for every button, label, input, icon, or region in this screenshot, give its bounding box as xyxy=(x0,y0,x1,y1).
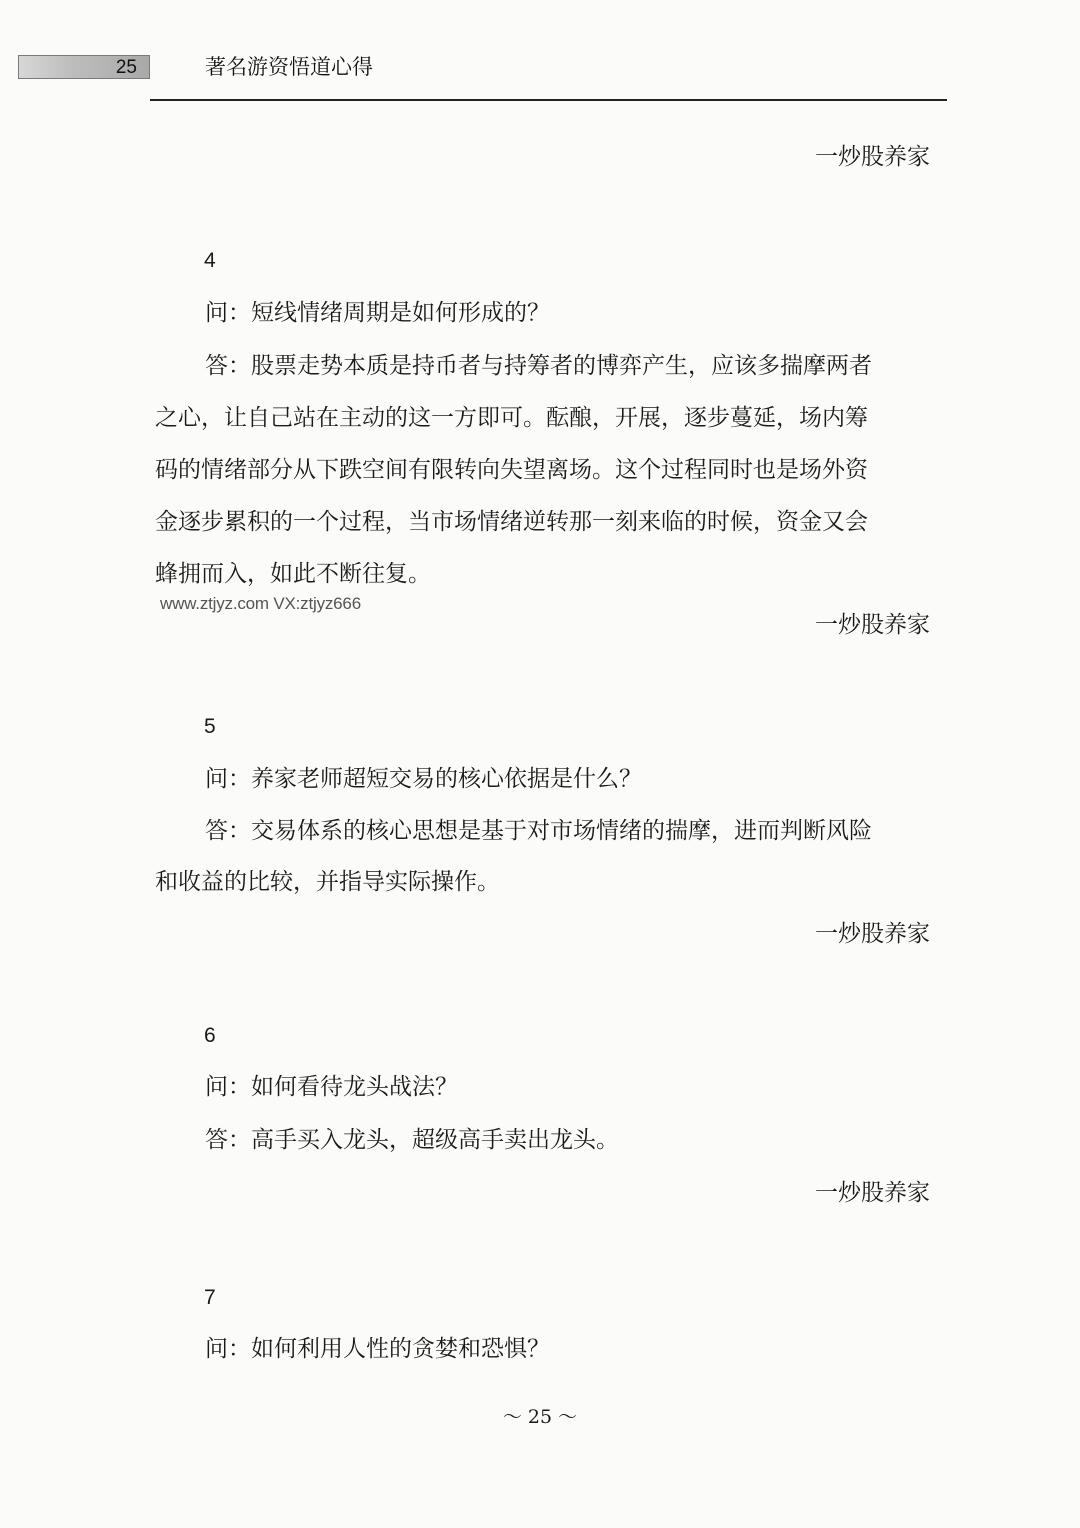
answer-4-line-2: 之心，让自己站在主动的这一方即可。酝酿，开展，逐步蔓延，场内筹 xyxy=(155,405,868,431)
section-number-5: 5 xyxy=(204,715,216,738)
signature-4: 一炒股养家 xyxy=(815,612,930,638)
section-number-7: 7 xyxy=(204,1286,216,1309)
answer-6-line-1: 答：高手买入龙头，超级高手卖出龙头。 xyxy=(205,1127,619,1153)
answer-4-line-4: 金逐步累积的一个过程，当市场情绪逆转那一刻来临的时候，资金又会 xyxy=(155,509,868,535)
question-4: 问：短线情绪周期是如何形成的？ xyxy=(205,300,550,326)
question-6: 问：如何看待龙头战法？ xyxy=(205,1074,458,1100)
question-5: 问：养家老师超短交易的核心依据是什么？ xyxy=(205,766,642,792)
header-divider xyxy=(150,99,947,101)
book-title: 著名游资悟道心得 xyxy=(205,55,373,79)
signature-5: 一炒股养家 xyxy=(815,921,930,947)
page-footer: ～ 25 ～ xyxy=(502,1406,578,1428)
answer-4-line-5: 蜂拥而入，如此不断往复。 xyxy=(155,561,431,587)
answer-4-line-3: 码的情绪部分从下跌空间有限转向失望离场。这个过程同时也是场外资 xyxy=(155,457,868,483)
section-number-6: 6 xyxy=(204,1024,216,1047)
answer-5-line-2: 和收益的比较，并指导实际操作。 xyxy=(155,869,500,895)
signature-top: 一炒股养家 xyxy=(815,144,930,170)
header-page-tab xyxy=(18,55,150,79)
header-page-number: 25 xyxy=(115,57,137,78)
signature-6: 一炒股养家 xyxy=(815,1180,930,1206)
section-number-4: 4 xyxy=(204,249,216,272)
answer-5-line-1: 答：交易体系的核心思想是基于对市场情绪的揣摩，进而判断风险 xyxy=(205,818,872,844)
watermark-text: www.ztjyz.com VX:ztjyz666 xyxy=(160,594,361,613)
answer-4-line-1: 答：股票走势本质是持币者与持筹者的博弈产生，应该多揣摩两者 xyxy=(205,353,872,379)
question-7: 问：如何利用人性的贪婪和恐惧？ xyxy=(205,1336,550,1362)
